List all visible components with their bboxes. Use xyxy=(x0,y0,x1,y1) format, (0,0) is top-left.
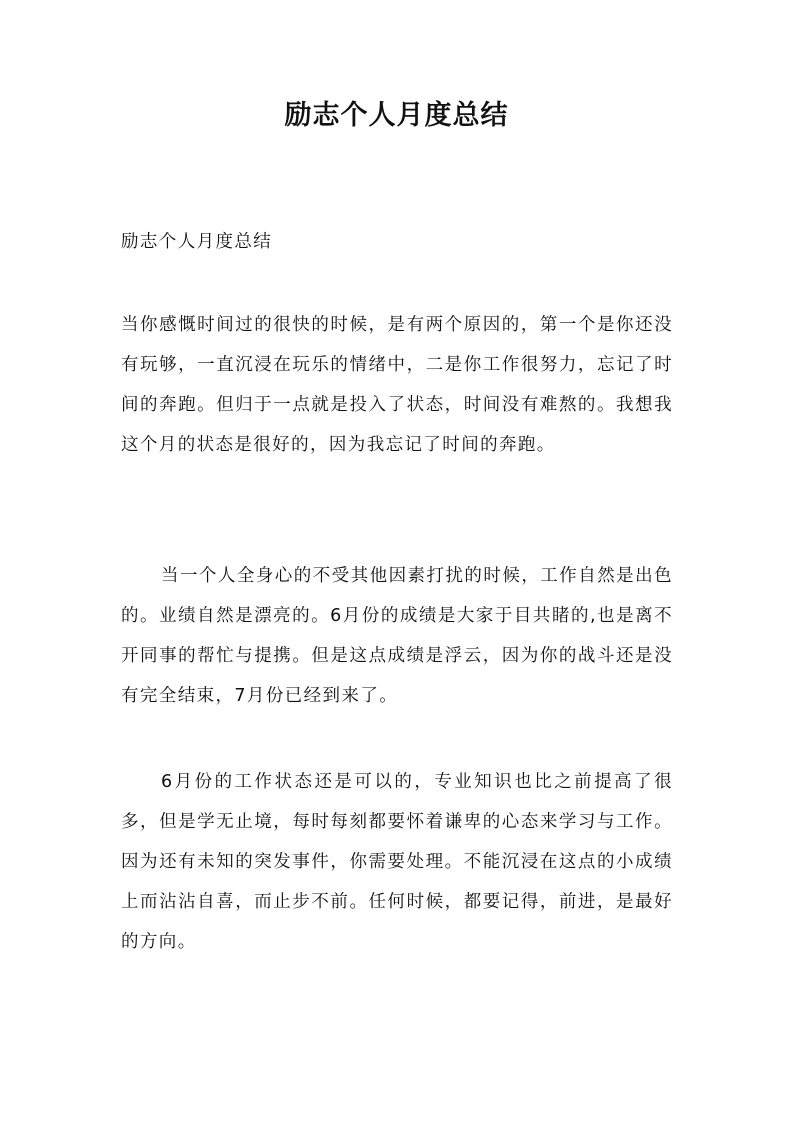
document-subtitle: 励志个人月度总结 xyxy=(121,232,273,252)
paragraph-1: 当你感慨时间过的很快的时候，是有两个原因的，第一个是你还没有玩够，一直沉浸在玩乐的情绪中，二是你工作很努力，忘记了时间的奔跑。但归于一点就是投入了状态，时间没有难熬的。我想我这个月的状态是很好的，因为我忘记了时间的奔跑。 xyxy=(121,315,673,455)
document-title: 励志个人月度总结 xyxy=(284,100,509,131)
paragraph-3: 6月份的工作状态还是可以的，专业知识也比之前提高了很多，但是学无止境，每时每刻都要怀着谦卑的心态来学习与工作。因为还有未知的突发事件，你需要处理。不能沉浸在这点的小成绩上而沾沾自喜，而止步不前。任何时候，都要记得，前进，是最好的方向。 xyxy=(121,772,673,952)
paragraph-2: 当一个人全身心的不受其他因素打扰的时候，工作自然是出色的。业绩自然是漂亮的。6月份的成绩是大家于目共睹的,也是离不开同事的帮忙与提携。但是这点成绩是浮云，因为你的战斗还是没有完全结束，7月份已经到来了。 xyxy=(121,566,673,706)
